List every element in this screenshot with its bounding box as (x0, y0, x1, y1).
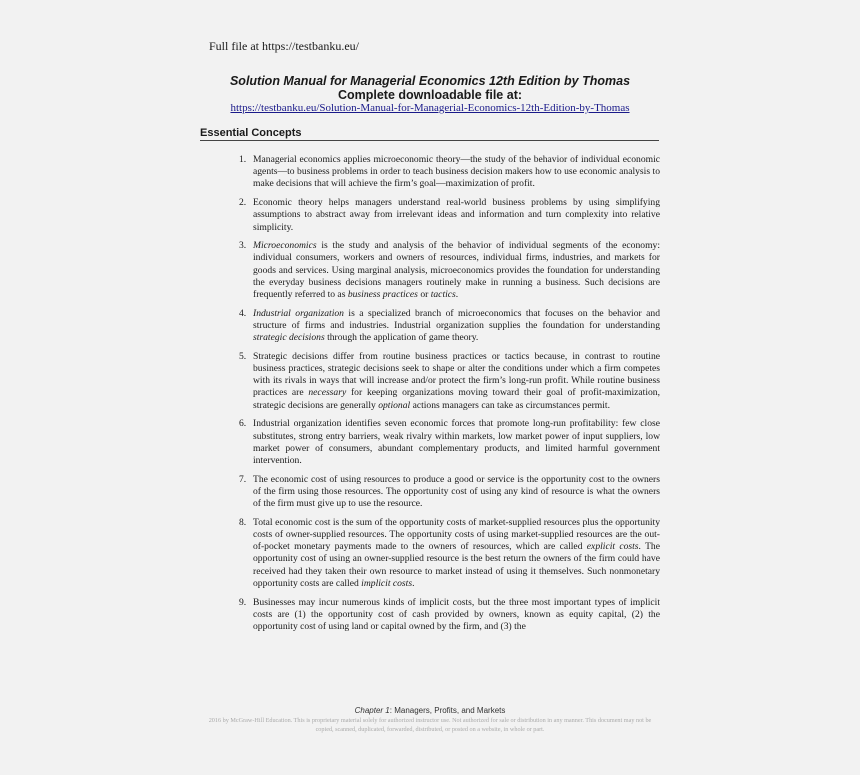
list-item-number: 3. (239, 240, 247, 252)
document-title: Solution Manual for Managerial Economics 12th Edition by Thomas (229, 74, 631, 88)
list-item-number: 1. (239, 154, 247, 165)
document-subtitle: Complete downloadable file at: (337, 88, 523, 102)
list-item-number: 2. (239, 197, 247, 209)
list-item-number: 6. (239, 418, 247, 430)
list-item-number: 5. (239, 350, 247, 362)
list-item (232, 154, 660, 191)
list-item (232, 517, 660, 590)
list-item (232, 197, 660, 234)
list-item-number: 9. (239, 596, 247, 608)
list-item (232, 418, 660, 467)
list-item-number: 4. (239, 307, 247, 319)
footer-copyright: 2016 by McGraw-Hill Education. This is proprietary material solely for authorized instructor use. Not authorized for sale or distribution in any manner. This document may not be copied, scanned, duplicated, forwarded, distributed, or posted on a website, in whole or part. (208, 717, 652, 733)
list-item-text: Industrial organization identifies seven economic forces that promote long-run profitability: few close substitutes, strong entry barriers, weak rivalry within markets, low market power of input suppliers, low market power of consumers, abundant complementary products, and limited harmful government intervention. (253, 418, 660, 466)
list-item-text: Industrial organization is a specialized branch of microeconomics that focuses on the behavior and structure of firms and industries. Industrial organization supplies the foundation for understanding strategic decisions through the application of game theory. (253, 307, 660, 344)
list-item-text: Businesses may incur numerous kinds of implicit costs, but the three most important types of implicit costs are (1) the opportunity cost of cash provided by owners, known as equity capital, (2) the opportunity cost of using land or capital owned by the firm, and (3) the (253, 596, 660, 632)
list-item (232, 474, 660, 511)
essential-concepts-list (232, 154, 660, 640)
list-item-text: Total economic cost is the sum of the opportunity costs of market-supplied resources plus the opportunity costs of owner-supplied resources. The opportunity costs of using market-supplied resources are the out-of-pocket monetary payments made to the owners of resources, which are called explicit costs. The opportunity cost of using an owner-supplied resource is the best return the owners of the firm could have received had they taken their own resource to market instead of using it themselves. Such nonmonetary opportunity costs are called implicit costs. (253, 516, 660, 589)
list-item (232, 597, 660, 634)
list-item-number: 7. (239, 473, 247, 485)
list-item-text: The economic cost of using resources to produce a good or service is the opportunity cost to the owners of the firm using those resources. The opportunity cost of using any kind of resource is what the owners of the firm must give up to use the resource. (253, 473, 660, 510)
list-item (232, 308, 660, 345)
list-item (232, 351, 660, 412)
list-item-number: 8. (239, 516, 247, 528)
list-item-text: Strategic decisions differ from routine business practices or tactics because, in contrast to routine business practices, strategic decisions seek to shape or alter the conditions under which a firm competes with its rivals in ways that will increase and/or protect the firm’s long-run profit. While routine business practices are necessary for keeping organizations moving toward their goal of profit-maximization, strategic decisions are generally optional actions managers can take as circumstances permit. (253, 350, 660, 411)
list-item (232, 240, 660, 301)
footer-chapter-title: : Managers, Profits, and Markets (389, 706, 506, 715)
download-link[interactable]: https://testbanku.eu/Solution-Manual-for-Managerial-Economics-12th-Edition-by-Thomas (230, 102, 630, 114)
source-line: Full file at https://testbanku.eu/ (209, 39, 359, 53)
list-item-text: Managerial economics applies microeconomic theory—the study of the behavior of individual economic agents—to business problems in order to teach business decision makers how to use economic analysis to make decisions that will achieve the firm’s goal—maximization of profit. (253, 154, 660, 190)
list-item-text: Microeconomics is the study and analysis of the behavior of individual segments of the economy: individual consumers, workers and owners of resources, individual firms, industries, and markets for goods and services. Using marginal analysis, microeconomics provides the foundation for understanding the everyday business decisions managers routinely make in running a business. Such decisions are frequently referred to as business practices or tactics. (253, 240, 660, 301)
list-item-text: Economic theory helps managers understand real-world business problems by using simplifying assumptions to abstract away from irrelevant ideas and information and turn complexity into relative simplicity. (253, 197, 660, 233)
footer-chapter-label: Chapter 1 (354, 706, 390, 715)
footer-chapter (200, 706, 660, 715)
section-heading: Essential Concepts (200, 127, 659, 141)
